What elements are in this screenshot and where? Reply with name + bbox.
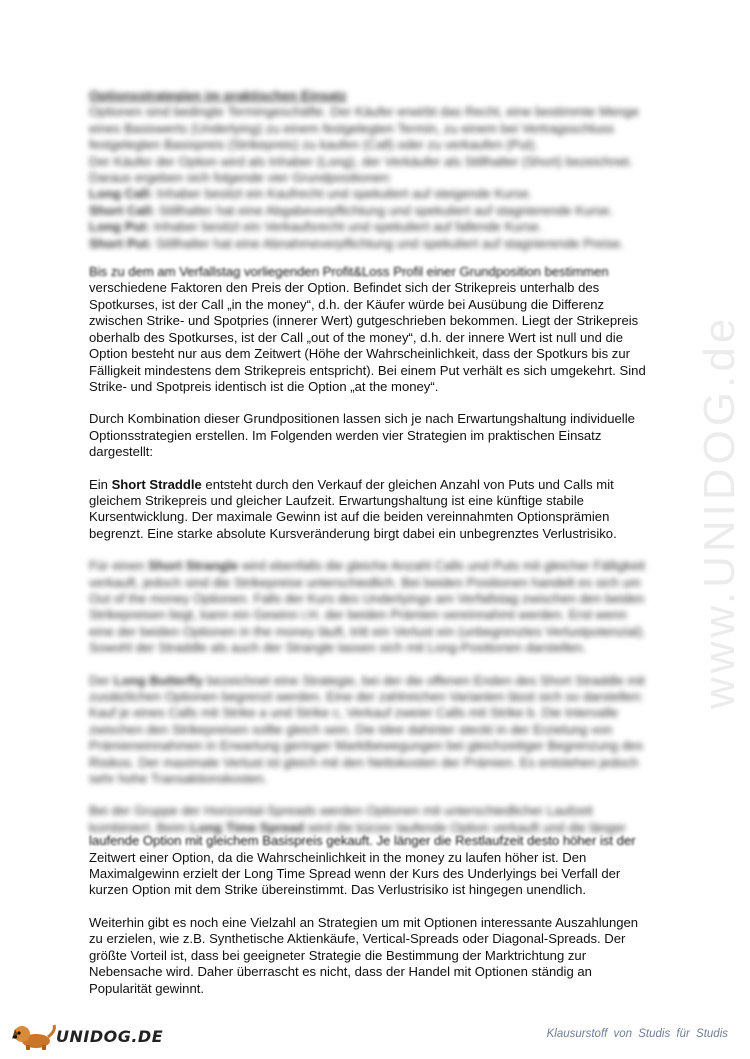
strategy-term: Long Butterfly [113,672,204,688]
text-line: Strikepreisen liegt, kann ein Gewinn i.H. der beiden Prämien vereinnahmt werden. Erst wenn [89,607,627,623]
text-line [89,558,657,574]
text-line: Kauf je eines Calls mit Strike a und Strike c, Verkauf zweier Calls mit Strike b. Die Intervalle [89,705,619,721]
blurred-time-spread-section [89,803,657,836]
text-line: zu erzielen, wie z.B. Synthetische Aktienkäufe, Vertical-Spreads oder Diagonal-Spreads. Der [89,931,626,947]
section-title: Optionsstrategien im praktischen Einsatz [89,88,347,103]
text-line: Nebensache wird. Daher überrascht es nicht, dass der Handel mit Optionen ständig an [89,964,592,980]
footer-logo [10,1020,170,1052]
text-line: Option besteht nur aus dem Zeitwert (Höhe der Wahrscheinlichkeit, dass der Spotkurs bis zur [89,346,630,362]
text-line: Prämieneinnahmen in Erwartung geringer Marktbewegungen bei gleichzeitiger Begrenzung des [89,738,643,754]
paragraph-gap [89,395,657,411]
text-line: Durch Kombination dieser Grundpositionen lassen sich je nach Erwartungshaltung individuelle [89,411,635,427]
text-line: Spotkurses, ist der Call „in the money“, d.h. der Käufer würde bei Ausübung die Differenz [89,296,605,312]
text-fragment: bezeichnet eine Strategie, bei der die offenen Enden des Short Straddle mit [203,672,645,688]
paragraph-gap [89,657,657,673]
text-line: Strike- und Spotpreis identisch ist die Option „at the money“. [89,378,439,394]
text-line: zusätzlichen Optionen begrenzt werden. Eine der zahlreichen Varianten lässt sich so darstellen: [89,689,644,704]
text-line: Optionen sind bedingte Termingeschäfte. Der Käufer erwirbt das Recht, eine bestimmte Menge [89,104,639,120]
text-line: Zeitwert einer Option, da die Wahrscheinlichkeit in the money zu laufen höher ist. Den [89,849,587,865]
text-line: begrenzt. Eine starke absolute Kursveränderung birgt dabei ein unbegrenztes Verlustrisiko. [89,525,617,541]
footer-tagline: Klausurstoff von Studis für Studis [546,1028,728,1040]
strategy-term: Long Time Spread [190,819,305,835]
blurred-long-butterfly-section [89,673,657,788]
text-fragment: Ein [89,476,112,492]
text-line: kurzen Option mit dem Strike übereinstimmt. Das Verlustrisiko ist hingegen unendlich. [89,882,587,898]
position-text: Inhaber besitzt ein Kaufrecht und spekuliert auf steigende Kurse. [153,186,533,202]
text-line: Maximalgewinn erzielt der Long Time Spread wenn der Kurs des Underlyings bei Verfall der [89,866,621,882]
text-line: eines Basiswerts (Underlying) zu einem festgelegten Termin, zu einem bei Vertragsschluss [89,120,615,136]
text-line: gleichem Strikepreis und gleicher Laufzeit. Erwartungshaltung ist eine künftige stabile [89,492,584,508]
text-line: festgelegten Basispreis (Strikepreis) zu kaufen (Call) oder zu verkaufen (Put). [89,137,539,153]
text-line [89,477,657,493]
text-line: Der Käufer der Option wird als Inhaber (Long), der Verkäufer als Stillhalter (Short) bezeichnet. [89,153,633,169]
text-line: Out of the money Optionen. Falls der Kurs des Underlyings am Verfallstag zwischen den beiden [89,590,645,606]
text-line: Fälligkeit mindestens dem Strikepreis entspricht). Bei einem Put verhält es sich umgekehrt. Sind [89,362,646,378]
watermark: www.UNIDOG.de [695,314,744,710]
text-fragment: kombiniert. Beim [89,819,191,835]
blurred-short-strangle-section [89,558,657,656]
text-line: sehr hohe Transaktionskosten. [89,771,268,787]
strategy-term: Short Strangle [147,558,239,574]
paragraph-combination [89,411,657,460]
text-line: Sowohl der Straddle als auch der Strangle lassen sich mit Long-Positionen darstellen. [89,640,587,656]
text-line: eine der beiden Optionen in the money läuft, tritt ein Verlust ein (unbegrenztes Verlustpotenzial). [89,623,646,639]
text-fragment: Für einen [89,558,148,574]
dog-mascot-icon [10,1021,58,1051]
text-line [89,673,657,689]
document-body [89,88,657,997]
position-term: Short Call: [89,202,156,218]
position-term: Long Put: [89,219,151,235]
position-line [89,219,657,235]
paragraph-gap [89,542,657,558]
logo-text: UNIDOG.DE [56,1026,164,1046]
text-fragment: Der [89,672,114,688]
text-line: Optionsstrategien erstellen. Im Folgenden werden vier Strategien im praktischen Einsatz [89,427,602,443]
text-line: Daraus ergeben sich folgende vier Grundpositionen: [89,170,392,186]
paragraph-gap [89,899,657,915]
position-line [89,203,657,219]
text-line: zwischen Strike- und Spotpries (innerer Wert) gutgeschrieben bekommen. Liegt der Strikepreis [89,313,639,329]
position-line [89,186,657,202]
paragraph-gap [89,787,657,803]
paragraph-option-value [89,264,657,395]
paragraph-long-time-spread [89,833,657,899]
text-line: Kursentwicklung. Der maximale Gewinn ist auf die beiden vereinnahmten Optionsprämien [89,509,610,525]
text-line: verkauft, jedoch sind die Strikepreise unterschiedlich. Bei beiden Positionen handelt es sich um [89,574,641,590]
partially-blurred-line: laufende Option mit gleichem Basispreis gekauft. Je länger die Restlaufzeit desto höher ist der [89,833,636,849]
blurred-intro-section [89,88,657,252]
text-line: Risikos. Der maximale Verlust ist gleich mit den Nettokosten der Prämien. Es entstehen jedoch [89,754,639,770]
text-line: Bei der Gruppe der Horizontal-Spreads werden Optionen mit unterschiedlicher Laufzeit [89,803,593,819]
text-line: oberhalb des Spotkurses, ist der Call „out of the money“, d.h. der innere Wert ist null und die [89,329,623,345]
paragraph-gap [89,461,657,477]
text-line: größte Vorteil ist, dass bei geeigneter Strategie die Bestimmung der Marktrichtung zur [89,947,587,963]
text-line: verschiedene Faktoren den Preis der Option. Befindet sich der Strikepreis unterhalb des [89,280,600,296]
position-text: Stillhalter hat eine Abgabeverpflichtung und spekuliert auf stagnierende Kurse. [155,202,614,218]
partially-blurred-line: Bis zu dem am Verfallstag vorliegenden Profit&Loss Profil einer Grundposition bestimmen [89,264,609,280]
position-text: Inhaber besitzt ein Verkaufsrecht und spekuliert auf fallende Kurse. [150,219,543,235]
text-fragment: wird ebenfalls die gleiche Anzahl Calls und Puts mit gleicher Fälligkeit [238,558,646,574]
paragraph-short-straddle [89,477,657,543]
text-line: zwischen den Strikepreisen sollte gleich sein. Die Idee dahinter steckt in der Erzielung von [89,721,613,737]
position-line [89,236,657,252]
position-term: Long Call: [89,186,154,202]
position-term: Short Put: [89,235,153,251]
position-text: Stillhalter hat eine Abnahmeverpflichtung und spekuliert auf stagnierende Preise. [152,235,624,251]
text-fragment: entsteht durch den Verkauf der gleichen Anzahl von Puts und Calls mit [201,476,614,492]
paragraph-conclusion [89,915,657,997]
text-fragment: wird die kürzer laufende Option verkauft und die länger [304,819,626,835]
strategy-term: Short Straddle [111,476,202,492]
text-line: Popularität gewinnt. [89,980,205,996]
text-line: dargestellt: [89,444,154,460]
text-line: Weiterhin gibt es noch eine Vielzahl an Strategien um mit Optionen interessante Auszahlungen [89,914,639,930]
